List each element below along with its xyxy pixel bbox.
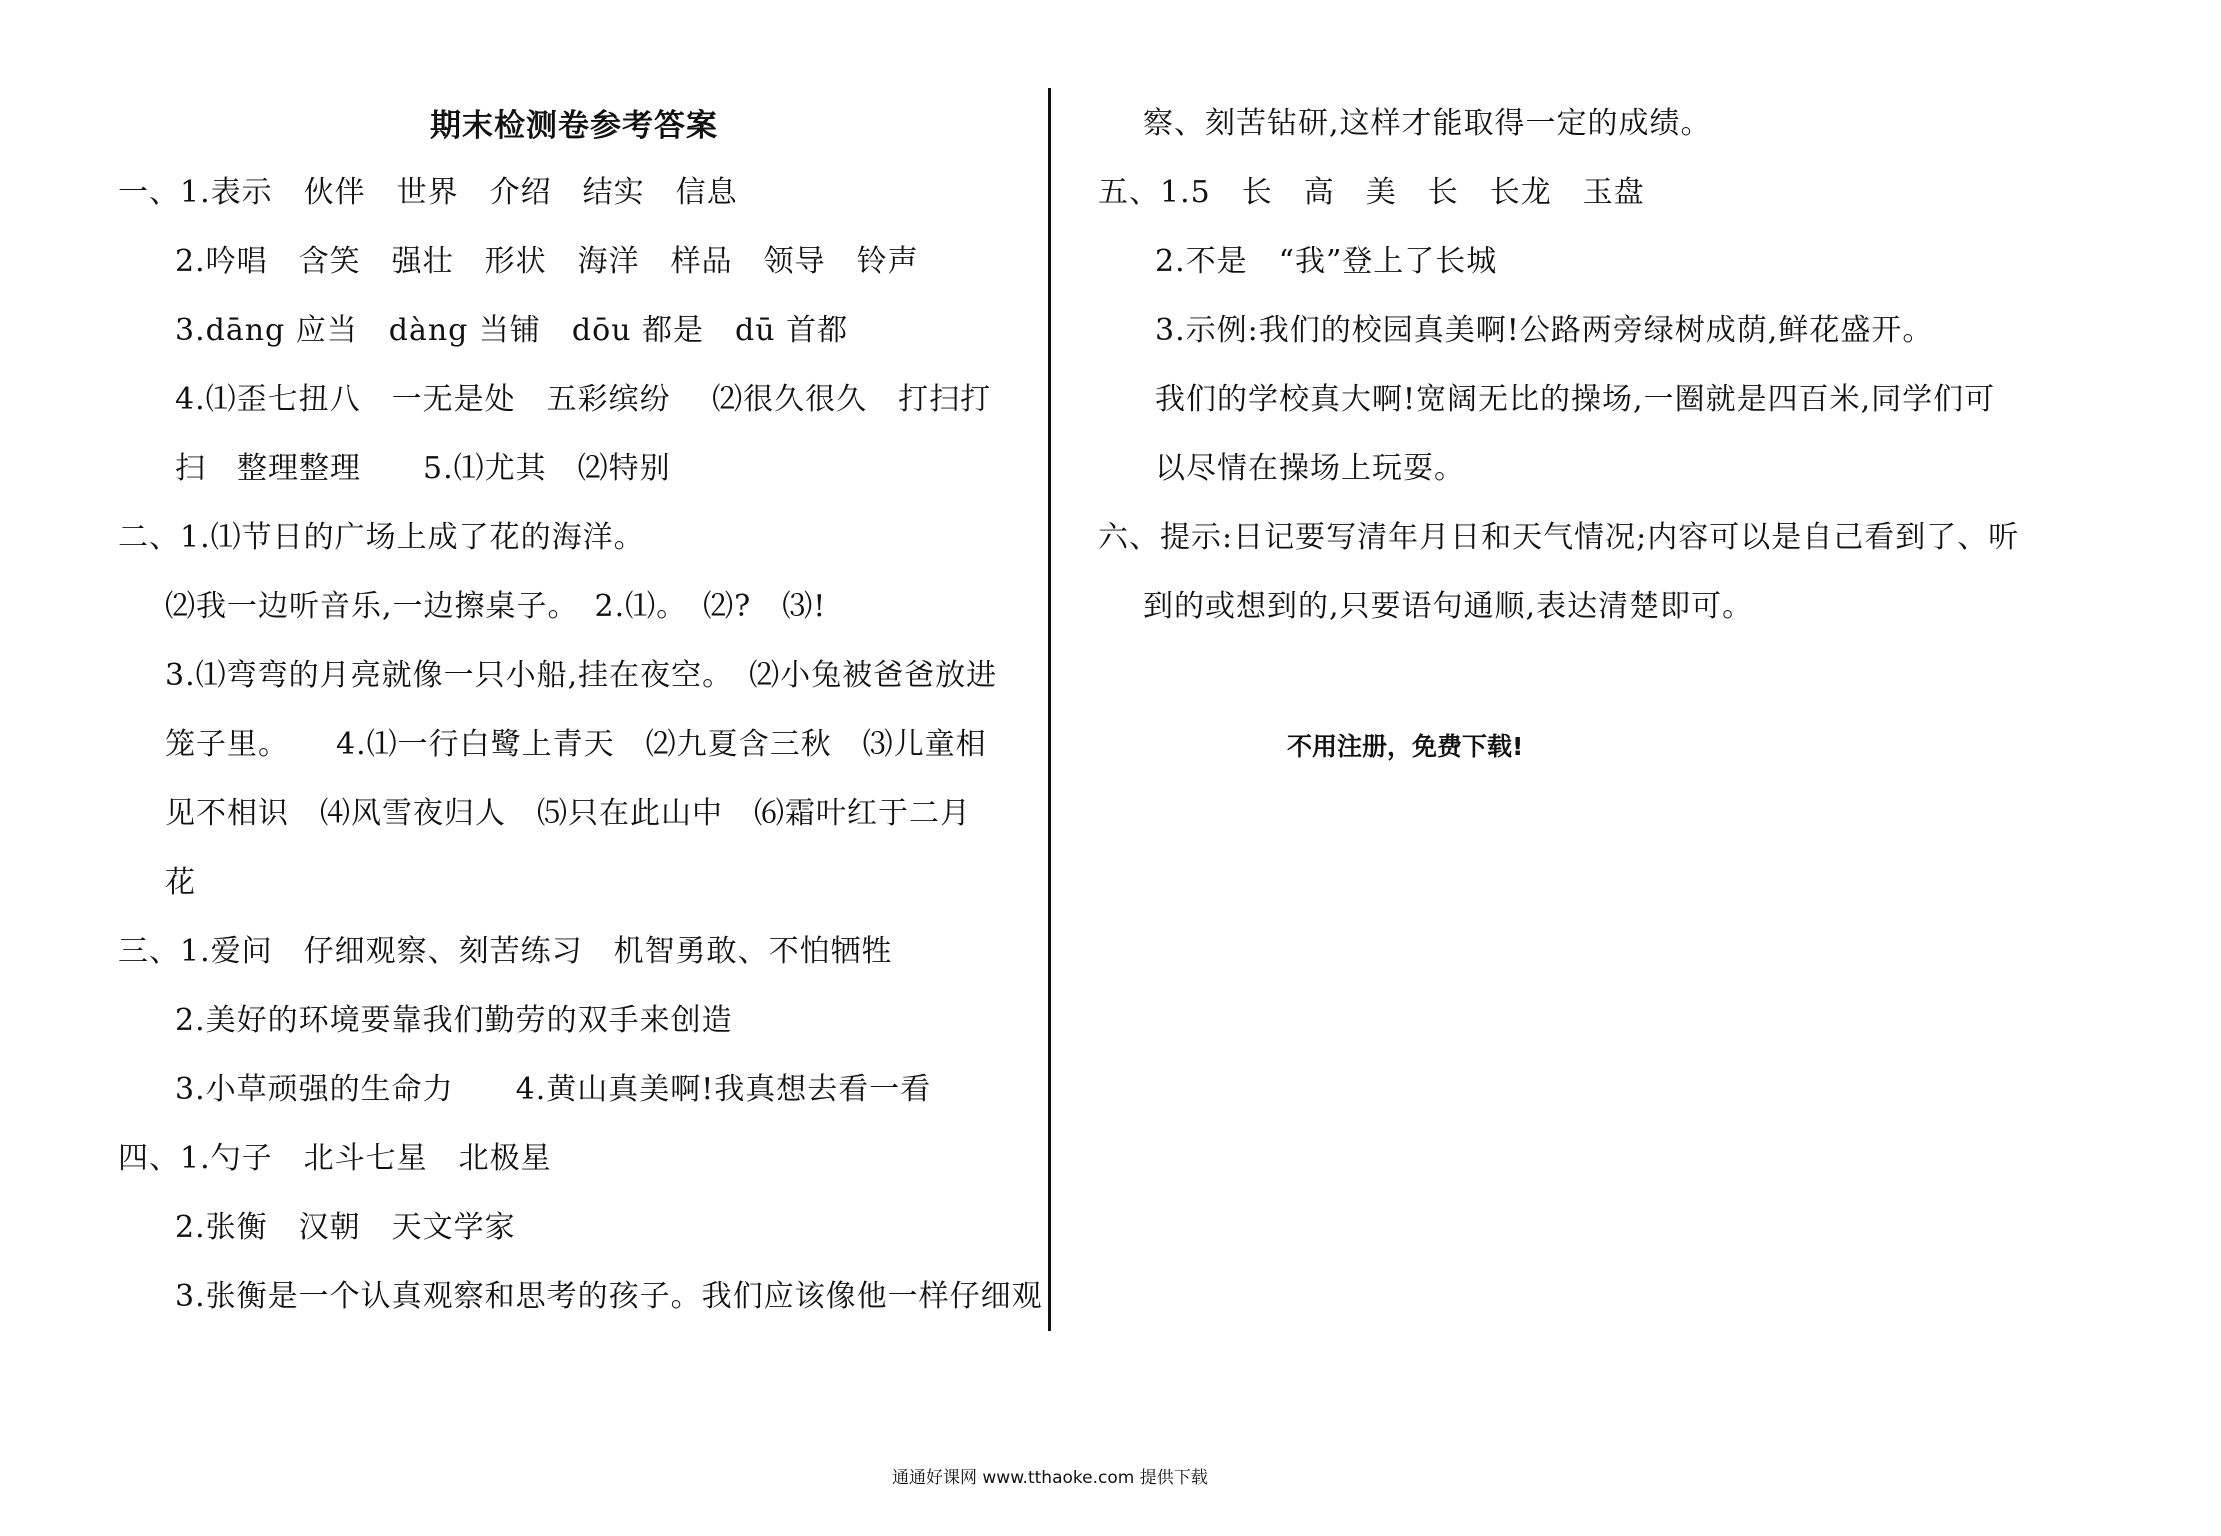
answer-line: 二、1.⑴节日的广场上成了花的海洋。 — [118, 520, 645, 555]
answer-line: 2.美好的环境要靠我们勤劳的双手来创造 — [175, 1003, 733, 1038]
answer-line: 三、1.爱问 仔细观察、刻苦练习 机智勇敢、不怕牺牲 — [118, 934, 893, 969]
answer-line: 到的或想到的,只要语句通顺,表达清楚即可。 — [1143, 589, 1754, 624]
answer-line: 4.⑴歪七扭八 一无是处 五彩缤纷 ⑵很久很久 打扫打 — [175, 382, 992, 417]
answer-line: 3.张衡是一个认真观察和思考的孩子。我们应该像他一样仔细观 — [175, 1279, 1043, 1314]
answer-line: 3.dāng 应当 dàng 当铺 dōu 都是 dū 首都 — [175, 313, 849, 348]
answer-line: 3.小草顽强的生命力 4.黄山真美啊!我真想去看一看 — [175, 1072, 932, 1107]
answer-line: 以尽情在操场上玩耍。 — [1155, 451, 1465, 486]
footer-source: 通通好课网 www.tthaoke.com 提供下载 — [892, 1468, 1208, 1488]
answer-line: 2.吟唱 含笑 强壮 形状 海洋 样品 领导 铃声 — [175, 244, 919, 279]
answer-line: 3.示例:我们的校园真美啊!公路两旁绿树成荫,鲜花盛开。 — [1155, 313, 1934, 348]
answer-line: 一、1.表示 伙伴 世界 介绍 结实 信息 — [118, 175, 738, 210]
answer-line: 3.⑴弯弯的月亮就像一只小船,挂在夜空。 ⑵小兔被爸爸放进 — [165, 658, 998, 693]
answer-line: 2.不是 “我”登上了长城 — [1155, 244, 1498, 279]
answer-line: ⑵我一边听音乐,一边擦桌子。 2.⑴。 ⑵? ⑶! — [165, 589, 827, 624]
answer-line: 见不相识 ⑷风雪夜归人 ⑸只在此山中 ⑹霜叶红于二月 — [165, 796, 971, 831]
answer-line: 笼子里。 4.⑴一行白鹭上青天 ⑵九夏含三秋 ⑶儿童相 — [165, 727, 987, 762]
answer-line: 六、提示:日记要写清年月日和天气情况;内容可以是自己看到了、听 — [1098, 520, 2020, 555]
answer-line: 四、1.勺子 北斗七星 北极星 — [118, 1141, 552, 1176]
answer-line: 五、1.5 长 高 美 长 长龙 玉盘 — [1098, 175, 1645, 210]
column-divider — [1048, 88, 1051, 1331]
answer-line: 2.张衡 汉朝 天文学家 — [175, 1210, 516, 1245]
answer-line: 察、刻苦钻研,这样才能取得一定的成绩。 — [1143, 106, 1712, 141]
answer-line: 花 — [165, 865, 196, 900]
promo-text: 不用注册，免费下载! — [1287, 732, 1524, 761]
answer-line: 扫 整理整理 5.⑴尤其 ⑵特别 — [175, 451, 671, 486]
answer-line: 我们的学校真大啊!宽阔无比的操场,一圈就是四百米,同学们可 — [1155, 382, 1996, 417]
page-title: 期末检测卷参考答案 — [430, 108, 718, 144]
